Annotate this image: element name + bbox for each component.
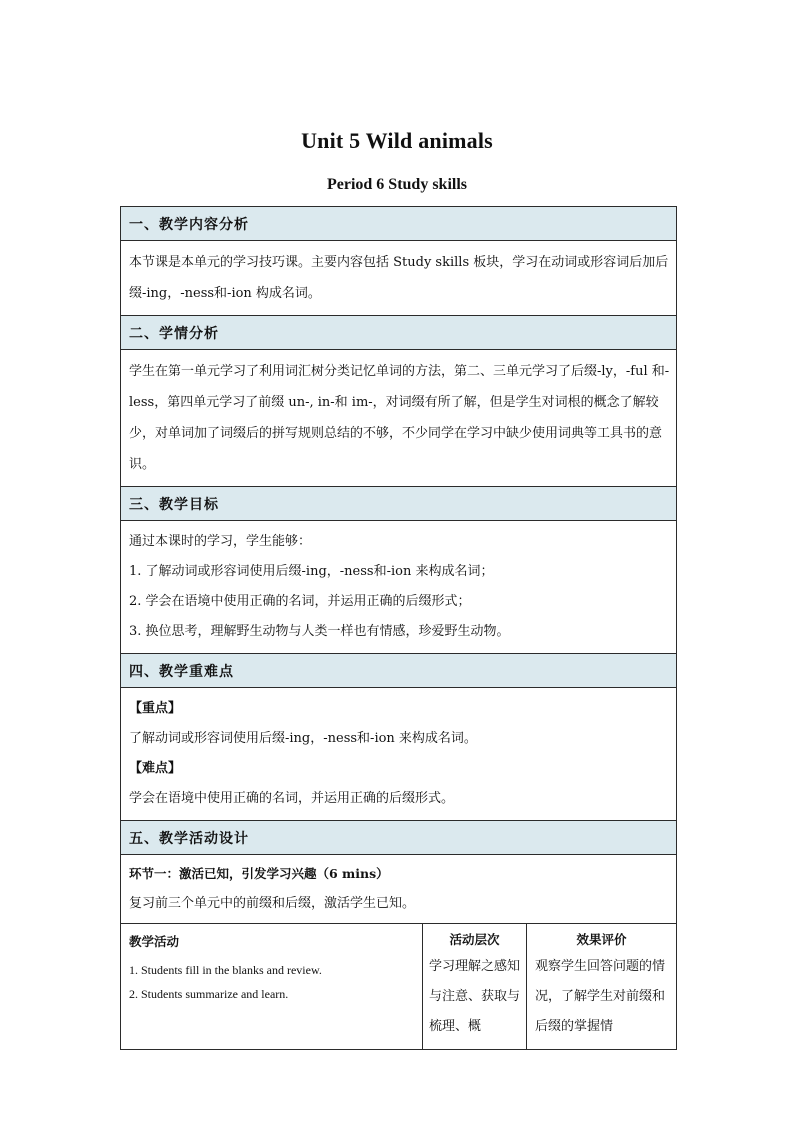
key-point-text: 了解动词或形容词使用后缀-ing，-ness和-ion 来构成名词。 (129, 731, 477, 746)
document-subtitle: Period 6 Study skills (326, 176, 468, 193)
section-heading-objectives: 三、教学目标 (121, 487, 676, 521)
difficulty-label: 【难点】 (129, 761, 182, 776)
section-body-key-points (121, 688, 676, 821)
key-point-label: 【重点】 (129, 701, 182, 716)
section-heading-content-analysis: 一、教学内容分析 (121, 207, 676, 241)
activity-item: 1. Students fill in the blanks and review. (129, 963, 322, 977)
difficulty-text: 学会在语境中使用正确的名词，并运用正确的后缀形式。 (129, 791, 455, 806)
section-heading-learner-analysis: 二、学情分析 (121, 316, 676, 350)
activities-column-header: 教学活动 (129, 934, 180, 949)
learner-analysis-text: 学生在第一单元学习了利用词汇树分类记忆单词的方法，第二、三单元学习了后缀-ly，-ful 和-less，第四单元学习了前缀 un-, in-和 im-，对词缀有所了解，但是学生对词根的概念了解较少，对单词加了词缀后的拼写规则总结的不够，不少同学在学习中缺少使用词典等工具书的意识。 (129, 364, 670, 472)
activities-column (121, 924, 423, 1049)
objective-item: 2. 学会在语境中使用正确的名词，并运用正确的后缀形式； (129, 594, 471, 609)
lesson-plan-table (120, 206, 677, 1050)
activity-level-column (423, 924, 527, 1049)
stage-one-description: 复习前三个单元中的前缀和后缀，激活学生已知。 (129, 896, 416, 911)
content-analysis-text: 本节课是本单元的学习技巧课。主要内容包括 Study skills 板块，学习在动词或形容词后加后缀-ing，-ness和-ion 构成名词。 (129, 255, 669, 301)
objective-item: 3. 换位思考，理解野生动物与人类一样也有情感，珍爱野生动物。 (129, 624, 510, 639)
section-heading-activity-design: 五、教学活动设计 (121, 821, 676, 855)
activity-level-text: 学习理解之感知与注意、获取与梳理、概 (429, 959, 521, 1034)
section-body-content-analysis (121, 241, 676, 316)
evaluation-header: 效果评价 (576, 932, 627, 947)
activity-table (121, 924, 676, 1049)
activity-item: 2. Students summarize and learn. (129, 987, 289, 1001)
section-heading-key-points: 四、教学重难点 (121, 654, 676, 688)
activity-level-header: 活动层次 (449, 932, 500, 947)
section-body-learner-analysis (121, 350, 676, 487)
stage-one-row (121, 855, 676, 924)
objectives-intro: 通过本课时的学习，学生能够： (129, 534, 312, 549)
stage-one-title: 环节一：激活已知，引发学习兴趣（6 mins） (129, 866, 389, 881)
objective-item: 1. 了解动词或形容词使用后缀-ing，-ness和-ion 来构成名词； (129, 564, 494, 579)
evaluation-text: 观察学生回答问题的情况，了解学生对前缀和后缀的掌握情 (535, 959, 666, 1034)
section-body-objectives (121, 521, 676, 654)
evaluation-column (527, 924, 676, 1049)
document-title: Unit 5 Wild animals (301, 128, 493, 153)
